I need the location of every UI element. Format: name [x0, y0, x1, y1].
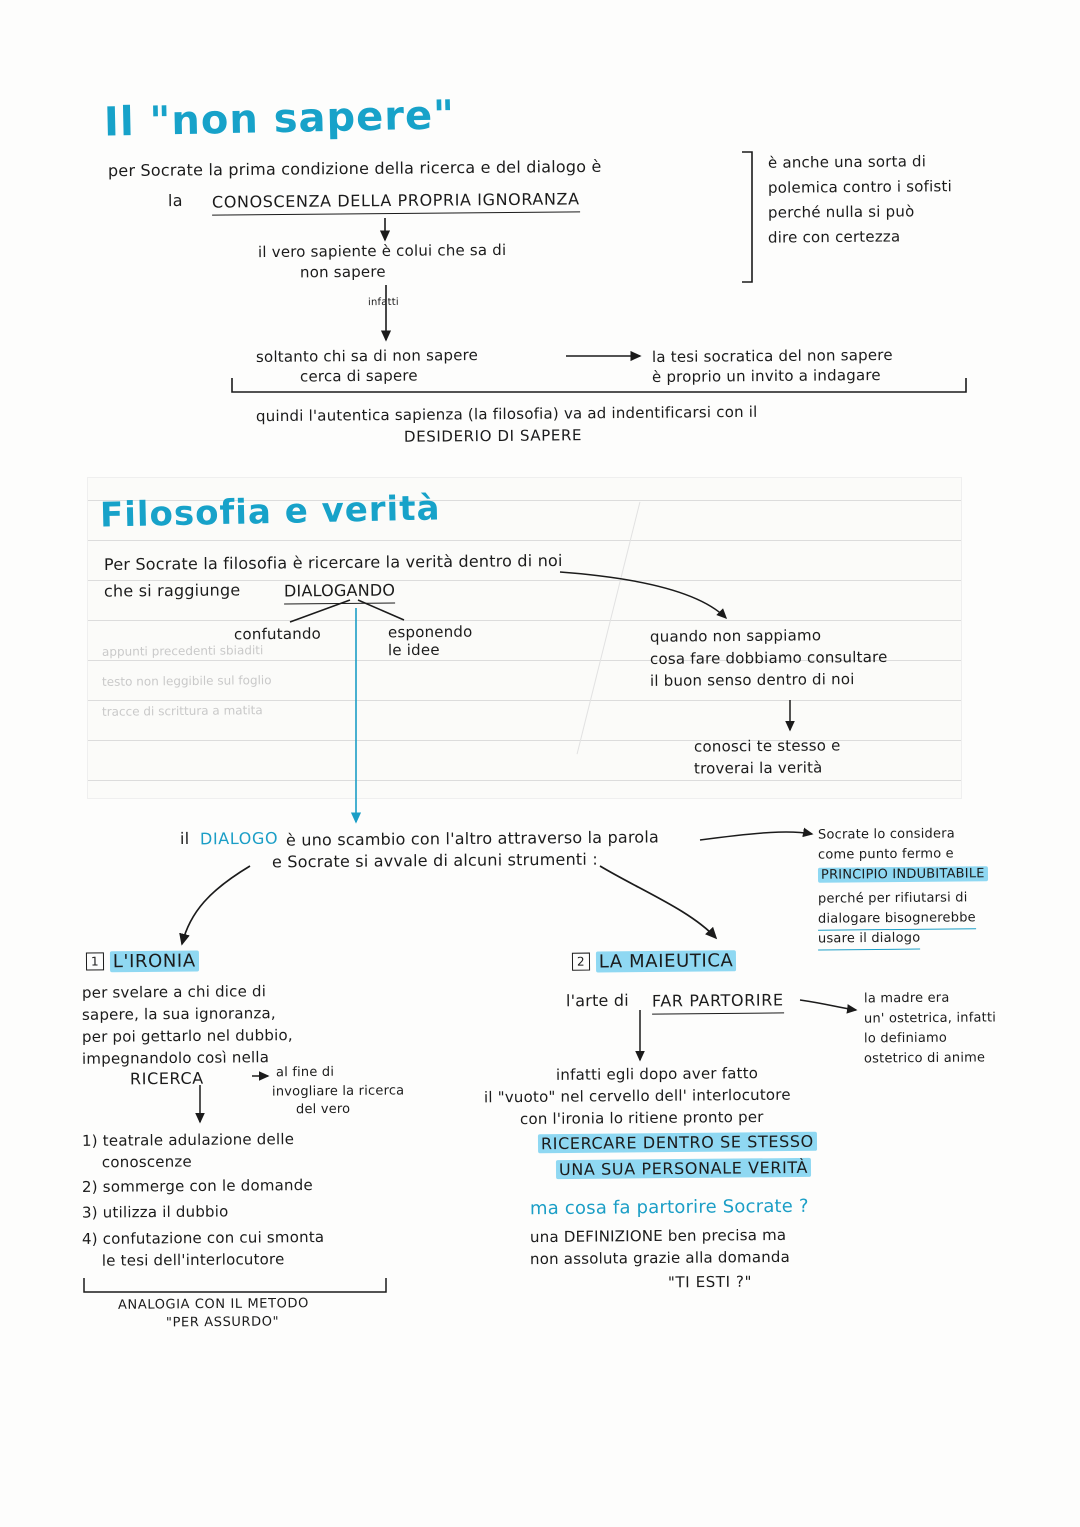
section-heading-filosofia-verita: Filosofia e verità: [99, 488, 441, 536]
section2-branch-right-a: esponendo: [387, 622, 473, 642]
dialogo-line-rest: è uno scambio con l'altro attraverso la parola: [285, 827, 660, 850]
section2-note-right-2: il buon senso dentro di noi: [649, 670, 855, 690]
dialogo-line-prefix: il: [179, 828, 190, 849]
section2-note-right2-0: conosci te stesso e: [693, 736, 841, 756]
maieutica-aside-3: ostetrico di anime: [863, 1050, 986, 1067]
section1-infatti-label: infatti: [367, 296, 399, 309]
maieutica-highlight-a: [538, 1131, 817, 1155]
dialogo-right-note-0: Socrate lo considera: [817, 826, 955, 843]
maieutica-body-2: con l'ironia lo ritiene pronto per: [519, 1107, 764, 1129]
section1-sub-b: non sapere: [299, 262, 386, 282]
maieutica-header: [572, 949, 737, 975]
section1-bracket-note-3: dire con certezza: [767, 227, 901, 247]
dialogo-line2: e Socrate si avvale di alcuni strumenti :: [271, 849, 598, 872]
ironia-aside-2: del vero: [295, 1101, 351, 1118]
maieutica-number: 2: [572, 953, 590, 971]
maieutica-subtitle-pre: l'arte di: [565, 990, 629, 1011]
maieutica-subtitle-key: FAR PARTORIRE: [652, 989, 784, 1014]
section1-line1: per Socrate la prima condizione della ricerca e del dialogo è: [107, 156, 602, 181]
section2-note-right2-1: troverai la verità: [693, 758, 823, 778]
ironia-aside-1: invogliare la ricerca: [271, 1083, 405, 1100]
ironia-body-3: impegnandolo così nella: [81, 1048, 270, 1068]
section2-branch-left: confutando: [233, 624, 322, 644]
ironia-footer-b: "PER ASSURDO": [165, 1314, 280, 1331]
section2-line2-prefix: che si raggiunge: [103, 580, 241, 601]
maieutica-aside-2: lo definiamo: [863, 1030, 948, 1047]
ghost-text: appunti precedenti sbiaditi: [101, 643, 264, 659]
maieutica-body-0: infatti egli dopo aver fatto: [555, 1064, 759, 1084]
maieutica-answer-0: una DEFINIZIONE ben precisa ma: [529, 1225, 787, 1247]
ironia-footer-a: ANALOGIA CON IL METODO: [117, 1296, 309, 1313]
ironia-list-1: conoscenze: [81, 1152, 192, 1172]
ironia-list-5: le tesi dell'interlocutore: [81, 1250, 285, 1270]
ironia-keyword: RICERCA: [129, 1068, 204, 1089]
section1-conclusion-b: DESIDERIO DI SAPERE: [403, 426, 583, 446]
section1-key-phrase: CONOSCENZA DELLA PROPRIA IGNORANZA: [212, 188, 580, 215]
ironia-body-2: per poi gettarlo nel dubbio,: [81, 1026, 293, 1046]
dialogo-keyword: DIALOGO: [199, 828, 279, 849]
section2-line1: Per Socrate la filosofia è ricercare la verità dentro di noi: [103, 550, 563, 575]
ironia-header: [86, 950, 199, 975]
ironia-list-4: 4) confutazione con cui smonta: [81, 1227, 325, 1249]
maieutica-question: ma cosa fa partorire Socrate ?: [529, 1195, 809, 1220]
maieutica-body-1: il "vuoto" nel cervello dell' interlocutore: [483, 1085, 791, 1107]
maieutica-title: LA MAIEUTICA: [596, 950, 737, 972]
section2-key-phrase: DIALOGANDO: [284, 580, 395, 605]
ghost-text: testo non leggibile sul foglio: [101, 673, 272, 689]
maieutica-answer-question: "TI ESTI ?": [667, 1272, 753, 1292]
dialogo-right-note-3: dialogare bisognerebbe: [818, 909, 976, 930]
maieutica-highlight-a-text: RICERCARE DENTRO SE STESSO: [538, 1132, 817, 1153]
highlight-principio: PRINCIPIO INDUBITABILE: [818, 866, 988, 882]
section1-conclusion-a: quindi l'autentica sapienza (la filosofia) va ad indentificarsi con il: [255, 402, 758, 426]
maieutica-aside-1: un' ostetrica, infatti: [863, 1010, 997, 1027]
ironia-aside-0: al fine di: [275, 1064, 335, 1081]
dialogo-right-note-highlight: [818, 865, 988, 884]
maieutica-aside-0: la madre era: [863, 990, 950, 1007]
section2-branch-right-b: le idee: [387, 640, 440, 660]
ironia-list-3: 3) utilizza il dubbio: [81, 1202, 229, 1222]
section-heading-non-sapere: Il "non sapere": [103, 92, 456, 146]
ironia-list-2: 2) sommerge con le domande: [81, 1175, 313, 1197]
ironia-list-0: 1) teatrale adulazione delle: [81, 1130, 295, 1150]
section1-bracket-note-2: perché nulla si può: [767, 202, 915, 222]
section1-bracket-note-0: è anche una sorta di: [767, 152, 927, 172]
ironia-body-1: sapere, la sua ignoranza,: [81, 1004, 276, 1024]
ghost-text: tracce di scrittura a matita: [101, 703, 263, 719]
section1-left-a: soltanto chi sa di non sapere: [255, 346, 479, 366]
section2-note-right-1: cosa fare dobbiamo consultare: [649, 647, 888, 669]
ironia-number: 1: [86, 952, 104, 970]
dialogo-right-note-2: perché per rifiutarsi di: [817, 890, 968, 907]
ironia-title: L'IRONIA: [110, 951, 199, 973]
section1-left-b: cerca di sapere: [299, 366, 418, 386]
dialogo-right-note-4: usare il dialogo: [818, 930, 920, 950]
section2-note-right-0: quando non sappiamo: [649, 626, 822, 646]
ironia-body-0: per svelare a chi dice di: [81, 982, 267, 1002]
maieutica-highlight-b-text: UNA SUA PERSONALE VERITÀ: [556, 1158, 811, 1179]
maieutica-answer-1: non assoluta grazie alla domanda: [529, 1247, 791, 1269]
section1-right-b: è proprio un invito a indagare: [651, 366, 881, 386]
maieutica-highlight-b: [556, 1157, 811, 1181]
section1-bracket-note-1: polemica contro i sofisti: [767, 177, 952, 197]
section1-sub-a: il vero sapiente è colui che sa di: [257, 240, 507, 262]
section1-right-a: la tesi socratica del non sapere: [651, 345, 893, 367]
section1-line2-prefix: la: [167, 190, 183, 211]
dialogo-right-note-1: come punto fermo e: [817, 846, 954, 863]
